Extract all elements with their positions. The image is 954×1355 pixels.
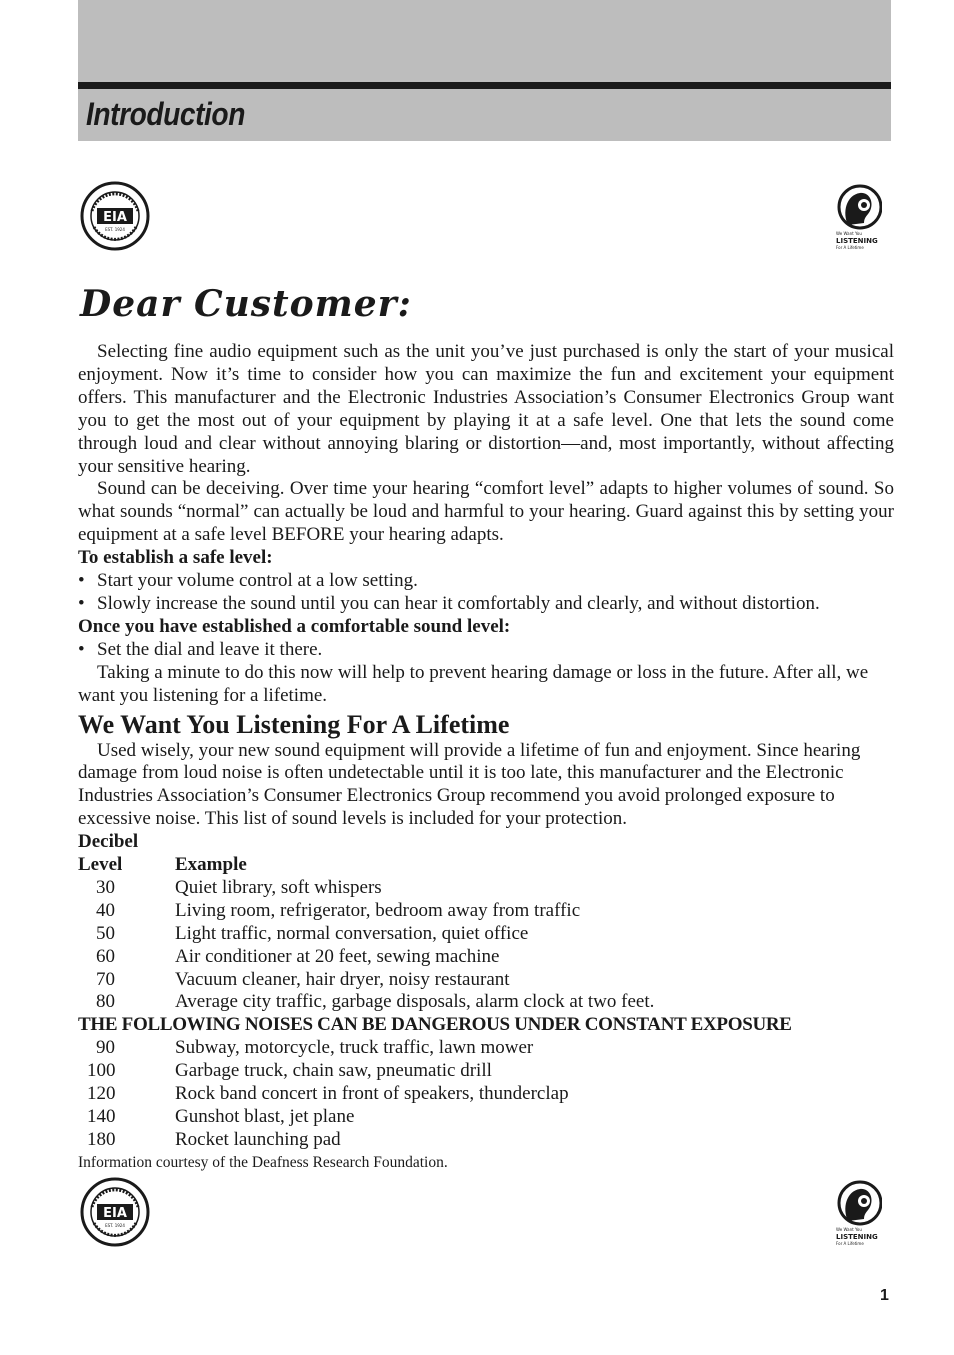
table-row: 90 Subway, motorcycle, truck traffic, lawn mower [96,1037,534,1059]
list-item: • Set the dial and leave it there. [78,638,323,660]
table-row: 60 Air conditioner at 20 feet, sewing machine [96,945,500,967]
svg-text:EST. 1924: EST. 1924 [105,227,125,232]
bullet-icon: • [78,592,85,614]
bullet-icon: • [78,638,85,660]
salutation: Dear Customer: [80,283,412,325]
table-row: 70 Vacuum cleaner, hair dryer, noisy restaurant [96,968,510,990]
listening-for-a-lifetime-icon [834,183,882,251]
list-item: • Slowly increase the sound until you can hear it comfortably and clearly, and without distortion. [78,592,820,614]
eia-seal-icon [80,1177,150,1247]
eia-seal-icon [80,181,150,251]
svg-text:EIA: EIA [103,1206,127,1221]
paragraph-taking-a-minute: Taking a minute to do this now will help to prevent hearing damage or loss in the future. After all, we want you listening for a lifetime. [78,661,869,706]
paragraph-intro: Selecting fine audio equipment such as the unit you’ve just purchased is only the start of your musical enjoyment. Now it’s time to consider how you can maximize the fun and excitement your equipment offers. This manufacturer and the Electronic Industries Association’s Consumer Electronics Group want you to get the most out of your equipment by playing it at a safe level. One that lets the sound come through loud and clear without annoying blaring or distortion—and, most importantly, without affecting your sensitive hearing. [78,341,894,477]
section-title: Introduction [86,96,245,132]
table-header-row [78,854,894,877]
paragraph-used-wisely: Used wisely, your new sound equipment will provide a lifetime of fun and enjoyment. Since hearing damage from loud noise is often undetectable until it is too late, this manufacturer and the Electronic Industries Association’s Consumer Electronics Group recommend you avoid prolonged exposure to excessive noise. This list of sound levels is included for your protection. [78,739,861,830]
listening-for-a-lifetime-icon [834,1179,882,1247]
table-header-example: Example [175,854,247,876]
svg-text:For A Lifetime: For A Lifetime [836,1241,864,1246]
svg-text:For A Lifetime: For A Lifetime [836,245,864,250]
letter-body [78,341,894,1173]
svg-text:We Want You: We Want You [836,1227,862,1232]
footnote: Information courtesy of the Deafness Research Foundation. [78,1153,448,1171]
bullet-icon: • [78,570,85,592]
svg-text:EIA: EIA [103,210,127,225]
header-rule [78,82,891,89]
comfort-level-heading: Once you have established a comfortable sound level: [78,615,511,637]
table-row: 120 Rock band concert in front of speakers, thunderclap [87,1083,569,1105]
table-row: 140 Gunshot blast, jet plane [87,1106,355,1127]
table-header-level: Level [78,854,123,876]
table-header-decibel: Decibel [78,831,139,853]
table-row: 80 Average city traffic, garbage disposals, alarm clock at two feet. [96,991,655,1013]
safe-level-heading: To establish a safe level: [78,547,273,569]
danger-warning: THE FOLLOWING NOISES CAN BE DANGEROUS UNDER CONSTANT EXPOSURE [78,1014,792,1036]
table-row: 40 Living room, refrigerator, bedroom away from traffic [96,899,581,921]
svg-text:EST. 1924: EST. 1924 [105,1223,125,1228]
lifetime-heading: We Want You Listening For A Lifetime [78,709,510,739]
svg-text:We Want You: We Want You [836,231,862,236]
paragraph-deceiving: Sound can be deceiving. Over time your hearing “comfort level” adapts to higher volumes of sound. So what sounds “normal” can actually be loud and harmful to your hearing. Guard against this by setting your equipment at a safe level BEFORE your hearing adapts. [78,478,894,546]
list-item: • Start your volume control at a low setting. [78,570,418,592]
table-row: 30 Quiet library, soft whispers [96,876,382,898]
svg-text:LISTENING: LISTENING [836,1233,878,1241]
table-row: 50 Light traffic, normal conversation, quiet office [96,922,529,944]
table-row: 100 Garbage truck, chain saw, pneumatic drill [87,1060,492,1082]
svg-text:LISTENING: LISTENING [836,237,878,245]
page-number: 1 [880,1287,889,1304]
table-row: 180 Rocket launching pad [87,1128,341,1150]
